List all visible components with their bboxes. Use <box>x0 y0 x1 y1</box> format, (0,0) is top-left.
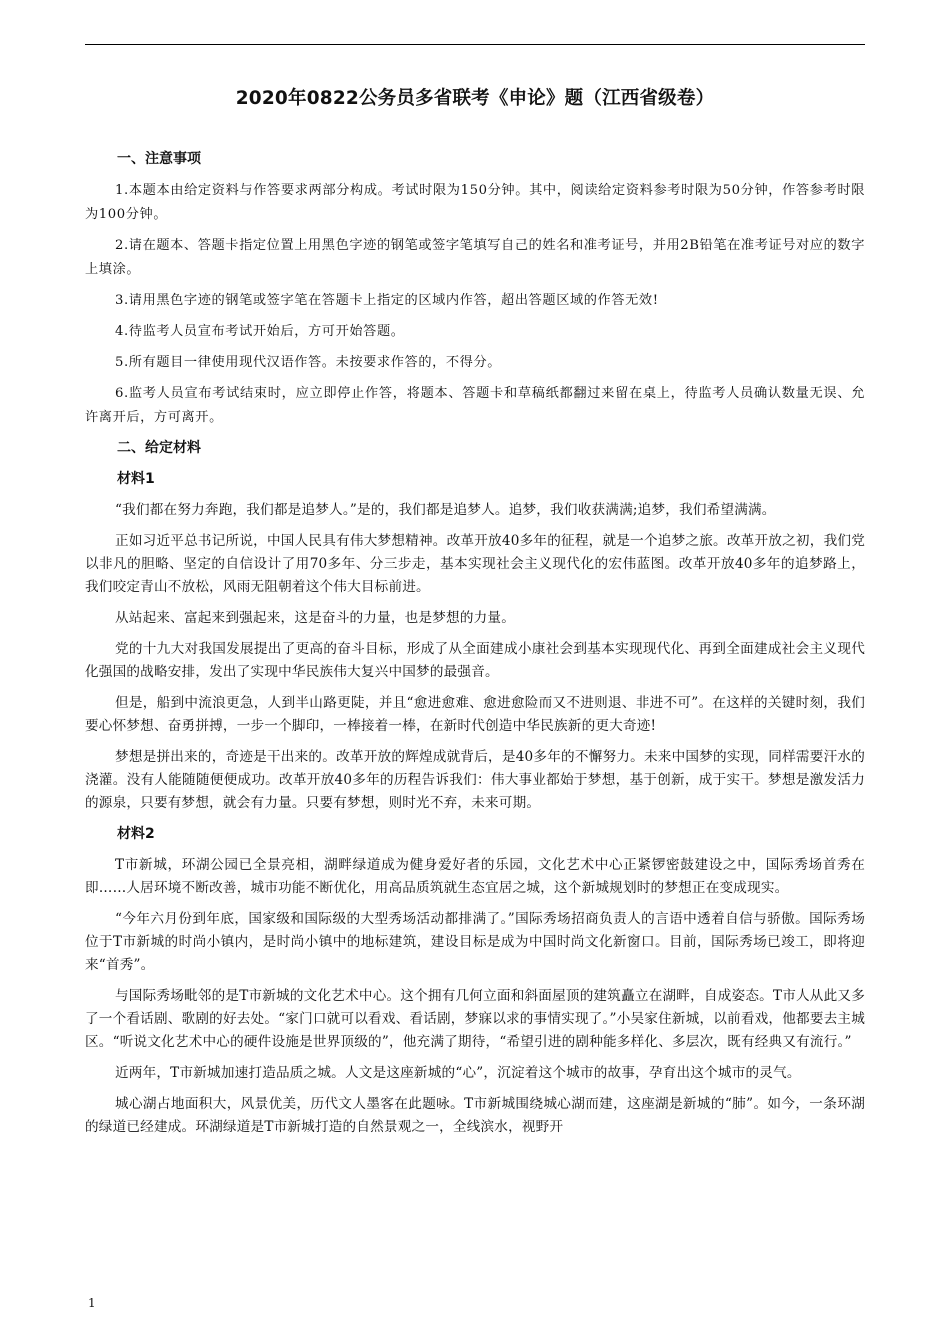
material-2-paragraph: T市新城，环湖公园已全景亮相，湖畔绿道成为健身爱好者的乐园，文化艺术中心正紧锣密鼓建设之中，国际秀场首秀在即……人居环境不断改善，城市功能不断优化，用高品质筑就生态宜居之城，这个新城规划时的梦想正在变成现实。 <box>85 857 865 896</box>
material-2-paragraph: 近两年，T市新城加速打造品质之城。人文是这座新城的“心”，沉淀着这个城市的故事，孕育出这个城市的灵气。 <box>115 1065 801 1081</box>
notice-item: 2.请在题本、答题卡指定位置上用黑色字迹的钢笔或签字笔填写自己的姓名和准考证号，并用2B铅笔在准考证号对应的数字上填涂。 <box>85 238 866 277</box>
document-body <box>85 148 865 1147</box>
notice-item: 4.待监考人员宣布考试开始后，方可开始答题。 <box>115 324 405 339</box>
material-2-heading: 材料2 <box>117 826 155 842</box>
section-heading-materials: 二、给定材料 <box>117 440 201 456</box>
material-1-paragraph: 但是，船到中流浪更急，人到半山路更陡，并且“愈进愈难、愈进愈险而又不进则退、非进不可”。在这样的关键时刻，我们要心怀梦想、奋勇拼搏，一步一个脚印，一棒接着一棒，在新时代创造中华民族新的更大奇迹! <box>85 695 865 734</box>
material-1-paragraph: 正如习近平总书记所说，中国人民具有伟大梦想精神。改革开放40多年的征程，就是一个追梦之旅。改革开放之初，我们党以非凡的胆略、坚定的自信设计了用70多年、分三步走，基本实现社会主义现代化的宏伟蓝图。改革开放40多年的追梦路上，我们咬定青山不放松，风雨无阻朝着这个伟大目标前进。 <box>85 533 865 595</box>
material-2-paragraph: 城心湖占地面积大，风景优美，历代文人墨客在此题咏。T市新城围绕城心湖而建，这座湖是新城的“肺”。如今，一条环湖的绿道已经建成。环湖绿道是T市新城打造的自然景观之一，全线滨水，视野开 <box>85 1096 865 1135</box>
material-1-heading: 材料1 <box>117 471 155 487</box>
notice-item: 1.本题本由给定资料与作答要求两部分构成。考试时限为150分钟。其中，阅读给定资料参考时限为50分钟，作答参考时限为100分钟。 <box>85 183 865 222</box>
notice-section <box>85 148 865 430</box>
material-1-paragraph: “我们都在努力奔跑，我们都是追梦人。”是的，我们都是追梦人。追梦，我们收获满满;追梦，我们希望满满。 <box>115 502 776 518</box>
notice-item: 6.监考人员宣布考试结束时，应立即停止作答，将题本、答题卡和草稿纸都翻过来留在桌上，待监考人员确认数量无误、允许离开后，方可离开。 <box>85 386 865 425</box>
header-rule <box>85 44 865 45</box>
material-2-paragraph: “今年六月份到年底，国家级和国际级的大型秀场活动都排满了。”国际秀场招商负责人的言语中透着自信与骄傲。国际秀场位于T市新城的时尚小镇内，是时尚小镇中的地标建筑，建设目标是成为中国时尚文化新窗口。目前，国际秀场已竣工，即将迎来“首秀”。 <box>85 911 865 973</box>
page-number: 1 <box>88 1296 96 1310</box>
material-1-paragraph: 党的十九大对我国发展提出了更高的奋斗目标，形成了从全面建成小康社会到基本实现现代化、再到全面建成社会主义现代化强国的战略安排，发出了实现中华民族伟大复兴中国梦的最强音。 <box>85 641 865 680</box>
section-heading-notice: 一、注意事项 <box>117 151 201 167</box>
material-1-paragraph: 从站起来、富起来到强起来，这是奋斗的力量，也是梦想的力量。 <box>115 610 516 626</box>
material-2-paragraph: 与国际秀场毗邻的是T市新城的文化艺术中心。这个拥有几何立面和斜面屋顶的建筑矗立在湖畔，自成姿态。T市人从此又多了一个看话剧、歌剧的好去处。“家门口就可以看戏、看话剧，梦寐以求的事情实现了。”小吴家住新城，以前看戏，他都要去主城区。“听说文化艺术中心的硬件设施是世界顶级的”，他充满了期待，“希望引进的剧种能多样化、多层次，既有经典又有流行。” <box>85 988 865 1050</box>
document-title: 2020年0822公务员多省联考《申论》题（江西省级卷） <box>235 88 715 109</box>
material-1-paragraph: 梦想是拼出来的，奇迹是干出来的。改革开放的辉煌成就背后，是40多年的不懈努力。未来中国梦的实现，同样需要汗水的浇灌。没有人能随随便便成功。改革开放40多年的历程告诉我们：伟大事业都始于梦想，基于创新，成于实干。梦想是激发活力的源泉，只要有梦想，就会有力量。只要有梦想，则时光不弃，未来可期。 <box>85 749 865 811</box>
notice-item: 5.所有题目一律使用现代汉语作答。未按要求作答的，不得分。 <box>115 355 502 370</box>
notice-item: 3.请用黑色字迹的钢笔或签字笔在答题卡上指定的区域内作答，超出答题区域的作答无效! <box>115 293 659 308</box>
materials-section <box>85 437 865 1139</box>
